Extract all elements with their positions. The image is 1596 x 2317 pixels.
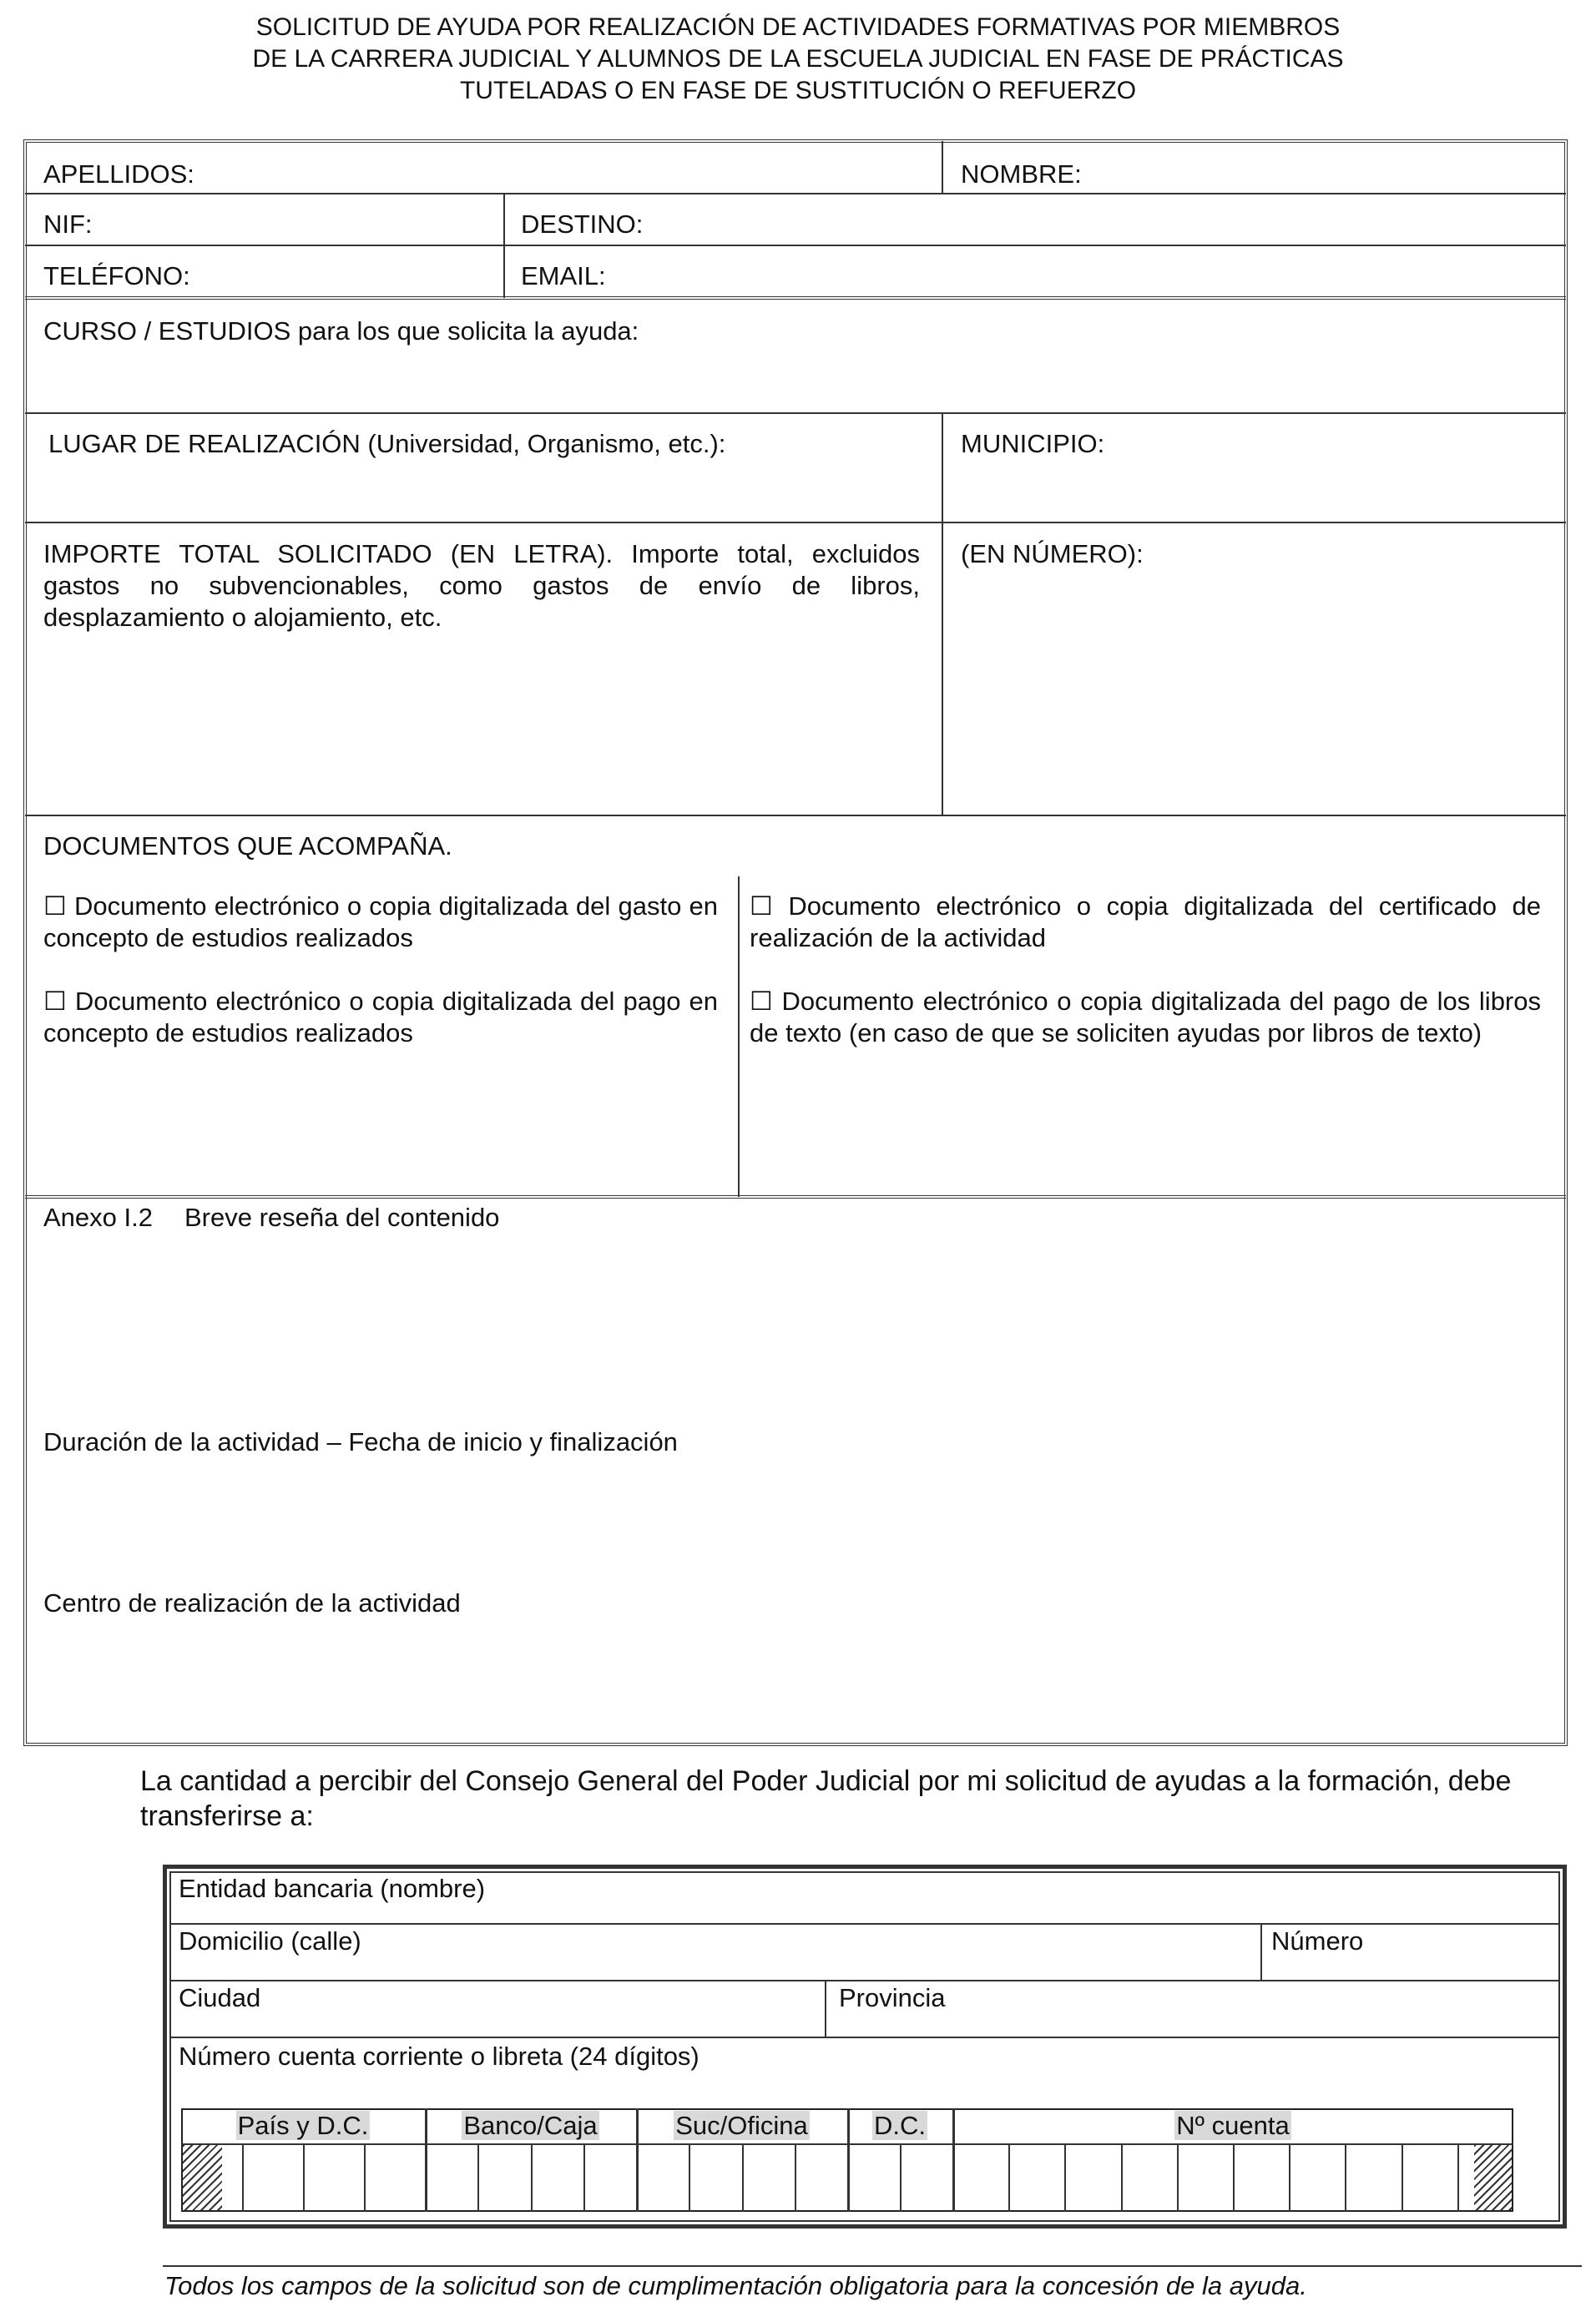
group-header-label: Nº cuenta [1176, 2111, 1290, 2140]
digit-cell-divider [1177, 2143, 1179, 2212]
doc-item-gasto [43, 891, 718, 954]
checkbox-icon[interactable]: ☐ [43, 891, 67, 921]
divider [25, 1195, 1566, 1199]
divider [25, 245, 1566, 246]
form-title [0, 12, 1596, 107]
digit-cell-divider [1064, 2143, 1066, 2212]
divider [171, 2037, 1558, 2038]
group-header-dc [847, 2111, 952, 2141]
hatched-cell [1474, 2145, 1512, 2210]
digit-cell-divider [1345, 2143, 1346, 2212]
nombre-label: NOMBRE: [961, 159, 1082, 189]
doc-item-certificado [750, 891, 1541, 954]
lugar-label: LUGAR DE REALIZACIÓN (Universidad, Organismo, etc.): [48, 429, 726, 458]
group-header-label: País y D.C. [237, 2111, 369, 2140]
importe-letra-label: IMPORTE TOTAL SOLICITADO (EN LETRA). Importe total, excluidos gastos no subvencionables, como gastos de envío de libros, desplazamiento o alojamiento, etc. [43, 539, 920, 632]
checkbox-icon[interactable]: ☐ [750, 987, 773, 1016]
nif-label: NIF: [43, 209, 93, 239]
hatched-cell [183, 2145, 222, 2210]
email-label: EMAIL: [521, 261, 606, 290]
digit-cell-divider [531, 2143, 533, 2212]
title-line-1: SOLICITUD DE AYUDA POR REALIZACIÓN DE ACTIVIDADES FORMATIVAS POR MIEMBROS [255, 13, 1341, 41]
doc-item-libros [750, 986, 1541, 1049]
digit-cell-divider [1289, 2143, 1290, 2212]
doc-item-label: Documento electrónico o copia digitalizada del certificado de realización de la actividad [750, 891, 1541, 952]
digit-cell-divider [1121, 2143, 1123, 2212]
footer-rule [163, 2265, 1582, 2267]
digit-cell-divider [1008, 2143, 1010, 2212]
transfer-intro: La cantidad a percibir del Consejo General del Poder Judicial por mi solicitud de ayudas a la formación, debe transferirse a: [140, 1765, 1512, 1832]
divider [171, 1980, 1558, 1981]
digit-cell-divider [742, 2143, 744, 2212]
title-line-3: TUTELADAS O EN FASE DE SUSTITUCIÓN O REFUERZO [459, 77, 1137, 104]
importe-numero-label: (EN NÚMERO): [961, 539, 1144, 568]
digit-cell-divider [689, 2143, 690, 2212]
entidad-label: Entidad bancaria (nombre) [179, 1874, 486, 1903]
group-header-banco [425, 2111, 636, 2141]
digit-cell-divider [303, 2143, 305, 2212]
digit-cell-divider [900, 2143, 902, 2212]
digit-cell-divider [1457, 2143, 1459, 2212]
doc-item-label: Documento electrónico o copia digitalizada del pago en concepto de estudios realizados [43, 987, 718, 1047]
divider [25, 193, 1566, 194]
doc-item-pago [43, 986, 718, 1049]
apellidos-label: APELLIDOS: [43, 159, 194, 189]
digit-cell-divider [242, 2143, 244, 2212]
group-header-label: Suc/Oficina [675, 2111, 808, 2140]
digit-cell-divider [477, 2143, 479, 2212]
digit-cell-divider [1402, 2143, 1403, 2212]
curso-label: CURSO / ESTUDIOS para los que solicita la ayuda: [43, 316, 639, 346]
domicilio-label: Domicilio (calle) [179, 1926, 361, 1956]
divider [738, 876, 740, 1197]
documentos-heading: DOCUMENTOS QUE ACOMPAÑA. [43, 831, 452, 861]
provincia-label: Provincia [839, 1983, 946, 2012]
group-header-label: Banco/Caja [463, 2111, 598, 2140]
divider [942, 412, 943, 816]
duracion-label: Duración de la actividad – Fecha de inicio y finalización [43, 1427, 678, 1456]
divider [25, 296, 1566, 300]
divider [171, 1923, 1558, 1925]
divider [25, 412, 1566, 414]
group-header-sucursal [636, 2111, 847, 2141]
divider [825, 1980, 826, 2037]
municipio-label: MUNICIPIO: [961, 429, 1105, 458]
anexo-label: Anexo I.2 [43, 1203, 153, 1232]
numero-label: Número [1271, 1926, 1364, 1956]
checkbox-icon[interactable]: ☐ [750, 891, 773, 921]
divider [1260, 1923, 1262, 1980]
divider [25, 522, 1566, 523]
footer-note: Todos los campos de la solicitud son de cumplimentación obligatoria para la concesión de la ayuda. [164, 2271, 1307, 2300]
account-grid [181, 2108, 1513, 2212]
destino-label: DESTINO: [521, 209, 644, 239]
ciudad-label: Ciudad [179, 1983, 261, 2012]
divider [942, 141, 943, 194]
divider [25, 815, 1566, 816]
digit-cell-divider [1233, 2143, 1235, 2212]
doc-item-label: Documento electrónico o copia digitalizada del pago de los libros de texto (en caso de que se soliciten ayudas por libros de texto) [750, 987, 1541, 1047]
centro-label: Centro de realización de la actividad [43, 1588, 461, 1618]
divider [503, 193, 505, 298]
checkbox-icon[interactable]: ☐ [43, 987, 67, 1016]
digit-cell-divider [583, 2143, 585, 2212]
title-line-2: DE LA CARRERA JUDICIAL Y ALUMNOS DE LA ESCUELA JUDICIAL EN FASE DE PRÁCTICAS [252, 45, 1344, 73]
group-header-pais [181, 2111, 425, 2141]
digit-cell-divider [795, 2143, 796, 2212]
group-header-cuenta [952, 2111, 1513, 2141]
digit-cell-divider [364, 2143, 366, 2212]
resena-label: Breve reseña del contenido [184, 1203, 500, 1232]
cuenta-label: Número cuenta corriente o libreta (24 dígitos) [179, 2042, 700, 2071]
doc-item-label: Documento electrónico o copia digitalizada del gasto en concepto de estudios realizados [43, 891, 718, 952]
group-header-label: D.C. [874, 2111, 926, 2140]
telefono-label: TELÉFONO: [43, 261, 190, 290]
